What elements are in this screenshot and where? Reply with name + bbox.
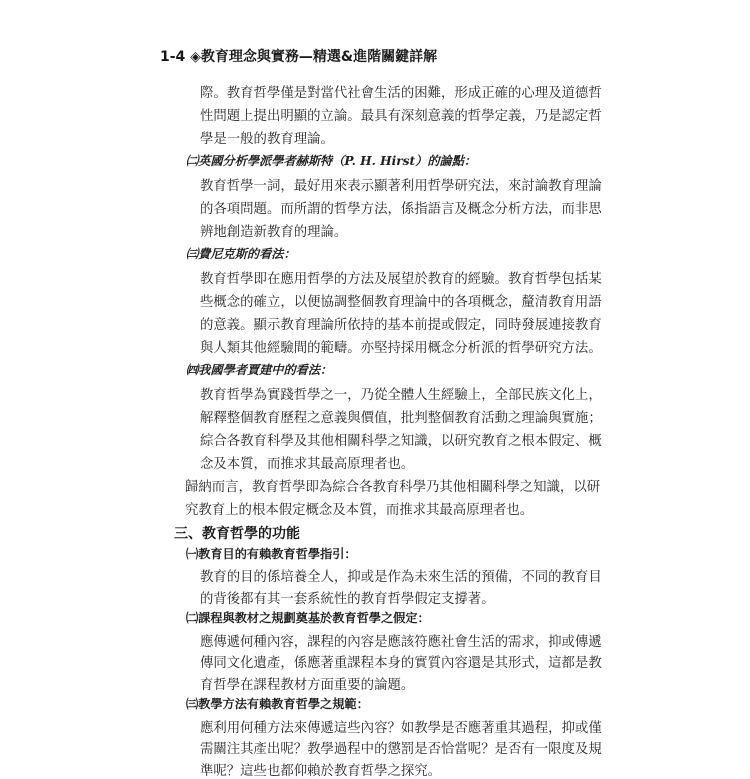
section-heading: 三、教育哲學的功能: [174, 526, 300, 542]
subheading-phenix: ㈢費尼克斯的看法：: [186, 247, 296, 261]
paragraph-line: 育哲學在課程教材方面重要的論題。: [200, 677, 415, 693]
running-header: 1-4 ◈教育理念與實務—精選&進階關鍵詳解: [160, 49, 438, 65]
subheading-hirst: ㈡英國分析學派學者赫斯特（P. H. Hirst）的論點：: [186, 154, 477, 168]
paragraph-line: 的各項問題。而所謂的哲學方法，係指語言及概念分析方法，而非思: [200, 202, 602, 217]
paragraph-line: 解釋整個教育歷程之意義與價值，批判整個教育活動之理論與實施；: [200, 411, 602, 426]
paragraph-line: 需關注其產出呢？教學過程中的懲罰是否恰當呢？是否有一限度及規: [200, 742, 602, 757]
paragraph-line: 教育哲學一詞，最好用來表示顯著利用哲學研究法，來討論教育理論: [200, 179, 602, 194]
paragraph-line: 際。教育哲學僅是對當代社會生活的困難，形成正確的心理及道德哲: [200, 86, 602, 101]
paragraph-line: 學是一般的教育理論。: [200, 132, 334, 147]
paragraph-line: 傳同文化遺產，係應著重課程本身的實質內容還是其形式，這都是教: [200, 656, 602, 671]
paragraph-line: 應傳遞何種內容，課程的內容是應該符應社會生活的需求，抑或傳遞: [200, 634, 602, 650]
paragraph-line: 的意義。顯示教育理論所依持的基本前提或假定，同時發展連接教育: [200, 318, 602, 333]
paragraph-line: 教育的目的係培養全人，抑或是作為未來生活的預備，不同的教育目: [200, 570, 602, 585]
subheading-curriculum: ㈡課程與教材之規劃奠基於教育哲學之假定：: [186, 611, 430, 625]
paragraph-line: 綜合各教育科學及其他相關科學之知識，以研究教育之根本假定、概: [200, 434, 602, 449]
paragraph-line: 性問題上提出明顯的立論。最具有深刻意義的哲學定義，乃是認定哲: [200, 109, 602, 124]
summary-line: 歸納而言，教育哲學即為綜合各教育科學乃其他相關科學之知識，以研: [185, 480, 601, 495]
paragraph-line: 教育哲學為實踐哲學之一，乃從全體人生經驗上，全部民族文化上，: [200, 388, 602, 403]
paragraph-line: 的背後都有其一套系統性的教育哲學假定支撐著。: [200, 591, 495, 607]
paragraph-line: 些概念的確立，以便協調整個教育理論中的各項概念，釐清教育用語: [200, 295, 602, 310]
paragraph-line: 與人類其他經驗間的範疇。亦堅持採用概念分析派的哲學研究方法。: [200, 341, 602, 356]
subheading-jia: ㈣我國學者賈建中的看法：: [186, 363, 333, 377]
subheading-aims: ㈠教育目的有賴教育哲學指引：: [186, 546, 357, 561]
paragraph-line: 教育哲學即在應用哲學的方法及展望於教育的經驗。教育哲學包括某: [200, 272, 602, 287]
paragraph-line: 應利用何種方法來傳遞這些內容？如教學是否應著重其過程，抑或僅: [200, 720, 602, 736]
summary-line: 究教育上的根本假定概念及本質，而推求其最高原理者也。: [185, 503, 534, 518]
paragraph-line: 念及本質，而推求其最高原理者也。: [200, 457, 415, 472]
subheading-methods: ㈢教學方法有賴教育哲學之規範：: [186, 697, 369, 711]
paragraph-line: 辨地創造新教育的理論。: [200, 225, 348, 240]
paragraph-line: 準呢？這些也都仰賴於教育哲學之探究。: [200, 763, 442, 779]
